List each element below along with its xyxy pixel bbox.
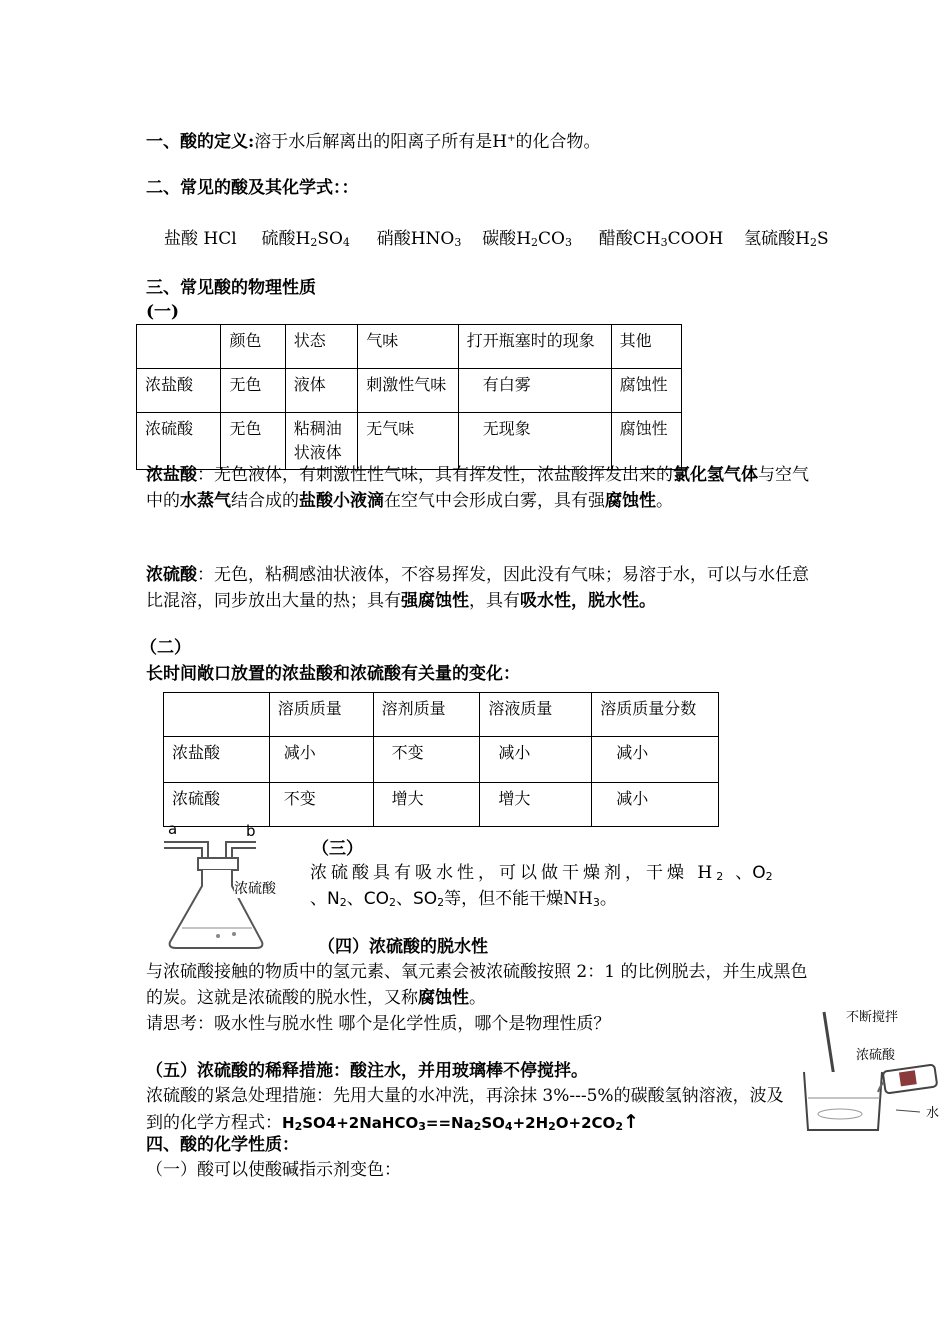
acid-item: 盐酸 HCl bbox=[164, 229, 237, 249]
table-row: 浓硫酸 不变 增大 增大 减小 bbox=[164, 783, 719, 827]
acid-formula: $CH_3COOH$ bbox=[632, 229, 724, 249]
beaker-drawing bbox=[800, 1006, 946, 1136]
stir-label: 不断搅拌 bbox=[846, 1010, 899, 1025]
acid-formula: HCl bbox=[203, 229, 237, 249]
flask-label-b: b bbox=[246, 822, 256, 840]
acid-formula: $HNO_3$ bbox=[410, 229, 462, 249]
acid-definition: 一、酸的定义:溶于水后解离出的阳离子所有是H+的化合物。 bbox=[146, 132, 601, 152]
chemical-equation: $H_2SO4+2NaHCO_3==Na_2SO_4+2H_2O+2CO_2↑$ bbox=[282, 1111, 639, 1133]
acid-item: 硝酸$HNO_3$ bbox=[376, 229, 462, 249]
flask-label: 浓硫酸 bbox=[234, 878, 276, 898]
think-question: 请思考：吸水性与脱水性 哪个是化学性质，哪个是物理性质？ bbox=[146, 1014, 611, 1034]
subsection-title: （五）浓硫酸的稀释措施：酸注水，并用玻璃棒不停搅拌。 bbox=[146, 1061, 588, 1081]
drying-agent-line2: 、$N_2$、$CO_2$、$SO_2$等，但不能干燥$NH_3$。 bbox=[310, 889, 617, 909]
subsection-title: （一）酸可以使酸碱指示剂变色： bbox=[146, 1160, 401, 1180]
dehydration-paragraph: 与浓硫酸接触的物质中的氢元素、氧元素会被浓硫酸按照 2：1 的比例脱去，并生成黑色的炭。这就是浓硫酸的脱水性，又称腐蚀性。 bbox=[146, 962, 808, 1008]
table-row: 浓盐酸 无色 液体 刺激性气味 有白雾 腐蚀性 bbox=[137, 369, 682, 413]
acid-formula: $H_2CO_3$ bbox=[516, 229, 572, 249]
table-header-row: 溶质质量 溶剂质量 溶液质量 溶质质量分数 bbox=[164, 693, 719, 737]
dilution-diagram bbox=[800, 1006, 946, 1136]
water-label: 水 bbox=[926, 1106, 940, 1121]
subsection-label: （三） bbox=[312, 839, 363, 859]
table-row: 浓盐酸 减小 不变 减小 减小 bbox=[164, 737, 719, 783]
h2so4-paragraph: 浓硫酸：无色，粘稠感油状液体，不容易挥发，因此没有气味；易溶于水，可以与水任意比混溶，同步放出大量的热；具有强腐蚀性，具有吸水性，脱水性。 bbox=[146, 565, 809, 611]
acid-item: 醋酸$CH_3COOH$ bbox=[598, 229, 724, 249]
acid-formula: $H_2S$ bbox=[795, 229, 829, 249]
drying-agent-line1: 浓硫酸具有吸水性，可以做干燥剂，干燥 $H_2$ 、$O_2$ bbox=[310, 863, 773, 883]
emergency-paragraph: 浓硫酸的紧急处理措施：先用大量的水冲洗，再涂抹 3%---5%的碳酸氢钠溶液，波及到的化学方程式：$H_2SO4+2NaHCO_3==Na_2SO_4+2H_2O+2CO_2↑$ bbox=[146, 1086, 784, 1133]
subsection-label: （二） bbox=[140, 638, 191, 658]
physical-properties-table bbox=[136, 324, 682, 470]
acid-item: 碳酸$H_2CO_3$ bbox=[482, 229, 572, 249]
acid-label: 浓硫酸 bbox=[856, 1048, 896, 1063]
flask-label-a: a bbox=[168, 820, 178, 838]
exposure-change-table bbox=[163, 692, 719, 827]
subsection-title: （四）浓硫酸的脱水性 bbox=[318, 937, 488, 957]
section-title: 一、酸的定义: bbox=[146, 132, 255, 152]
table-header-row: 颜色 状态 气味 打开瓶塞时的现象 其他 bbox=[137, 325, 682, 369]
acid-item: 氢硫酸$H_2S$ bbox=[744, 229, 829, 249]
hcl-paragraph: 浓盐酸：无色液体，有刺激性性气味，具有挥发性，浓盐酸挥发出来的氯化氢气体与空气中的水蒸气结合成的盐酸小液滴在空气中会形成白雾，具有强腐蚀性。 bbox=[146, 465, 809, 511]
acid-item: 硫酸$H_2SO_4$ bbox=[261, 229, 350, 249]
section-title: 三、常见酸的物理性质 bbox=[146, 278, 316, 298]
table-row: 浓硫酸 无色 粘稠油状液体 无气味 无现象 腐蚀性 bbox=[137, 413, 682, 470]
section-title: 二、常见的酸及其化学式：： bbox=[146, 178, 359, 198]
subsection-label: (一) bbox=[146, 302, 180, 322]
section-title: 四、酸的化学性质： bbox=[146, 1135, 299, 1155]
acid-formula: $H_2SO_4$ bbox=[295, 229, 350, 249]
flask-diagram bbox=[160, 818, 308, 952]
subsection-title: 长时间敞口放置的浓盐酸和浓硫酸有关量的变化： bbox=[146, 664, 520, 684]
acid-formula-list bbox=[164, 226, 829, 256]
